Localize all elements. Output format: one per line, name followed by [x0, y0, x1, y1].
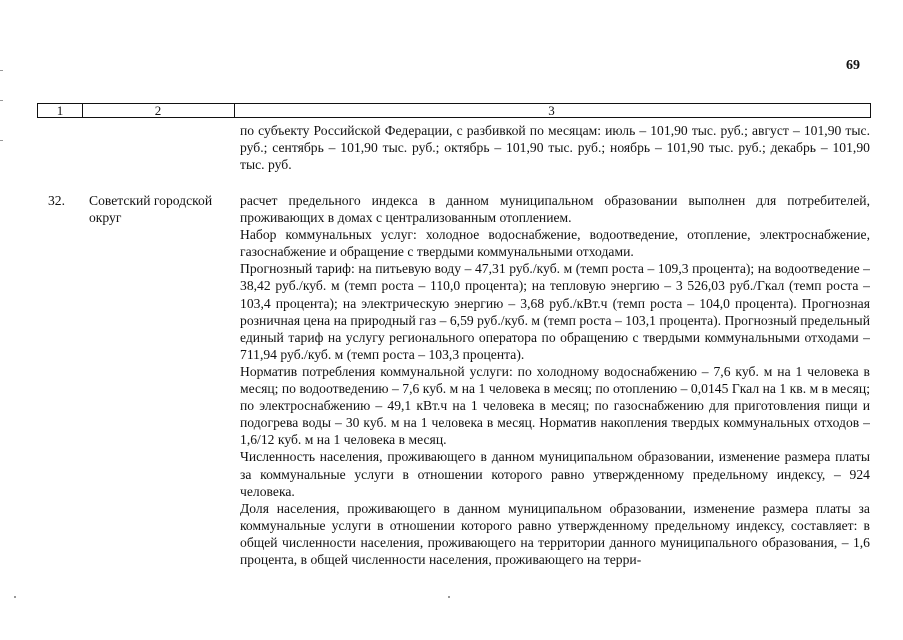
paragraph-population-count: Численность населения, проживающего в данном муниципальном образовании, изменение размера платы за коммунальные услуги в отношении которого равно утвержденному предельному индексу, – 924 человека.: [240, 449, 870, 499]
paragraph-heating-note: расчет предельного индекса в данном муниципальном образовании выполнен для потребителей, проживающих в домах с централизованным отоплением.: [240, 193, 870, 226]
paragraph-forecast-tariff: Прогнозный тариф: на питьевую воду – 47,31 руб./куб. м (темп роста – 109,3 процента); на водоотведение – 38,42 руб./куб. м (темп роста – 110,0 процента); на тепловую энергию – 3 526,03 руб./Гкал (темп роста – 103,4 процента); на электрическую энергию – 3,68 руб./кВт.ч (темп роста – 104,0 процента). Прогнозная розничная цена на природный газ – 6,59 руб./куб. м (темп роста – 103,1 процента). Прогнозный предельный единый тариф на услугу регионального оператора по обращению с твердыми коммунальными отходами – 711,94 руб./куб. м (темп роста – 103,3 процента).: [240, 261, 870, 362]
page-number: 69: [846, 58, 860, 73]
row-description-block: [240, 192, 870, 568]
scan-edge-mark: [0, 70, 3, 71]
scan-speckle: [14, 596, 16, 598]
paragraph-population-share: Доля населения, проживающего в данном муниципальном образовании, изменение размера платы за коммунальные услуги в отношении которого равно утвержденному предельному индексу, составляет: в общей численности населения, проживающего на территории данного муниципального образования, – 1,6 процента, в общей численности населения, проживающего на терри-: [240, 500, 870, 567]
row-number: 32.: [48, 193, 65, 208]
scan-edge-mark: [0, 100, 3, 101]
column-header-1: 1: [56, 103, 64, 118]
continuation-text-block: [240, 122, 870, 173]
column-header-2: 2: [154, 103, 162, 118]
column-header-3: 3: [548, 103, 555, 118]
paragraph-services-set: Набор коммунальных услуг: холодное водоснабжение, водоотведение, отопление, электроснабжение, газоснабжение и обращение с твердыми коммунальными отходами.: [240, 227, 870, 260]
table-header-row: [37, 103, 871, 118]
municipality-name: Советский городской округ: [89, 193, 213, 226]
scan-edge-mark: [0, 140, 3, 141]
continuation-paragraph: по субъекту Российской Федерации, с разбивкой по месяцам: июль – 101,90 тыс. руб.; август – 101,90 тыс. руб.; сентябрь – 101,90 тыс. руб.; октябрь – 101,90 тыс. руб.; ноябрь – 101,90 тыс. руб.; декабрь – 101,90 тыс. руб.: [240, 123, 870, 173]
scan-speckle: [448, 596, 450, 598]
paragraph-consumption-norm: Норматив потребления коммунальной услуги: по холодному водоснабжению – 7,6 куб. м на 1 человека в месяц; по водоотведению – 7,6 куб. м на 1 человека в месяц; по отоплению – 0,0145 Гкал на 1 кв. м в месяц; по электроснабжению – 49,1 кВт.ч на 1 человека в месяц; по газоснабжению для приготовления пищи и подогрева воды – 30 куб. м на 1 человека в месяц. Норматив накопления твердых коммунальных отходов – 1,6/12 куб. м на 1 человека в месяц.: [240, 363, 870, 448]
